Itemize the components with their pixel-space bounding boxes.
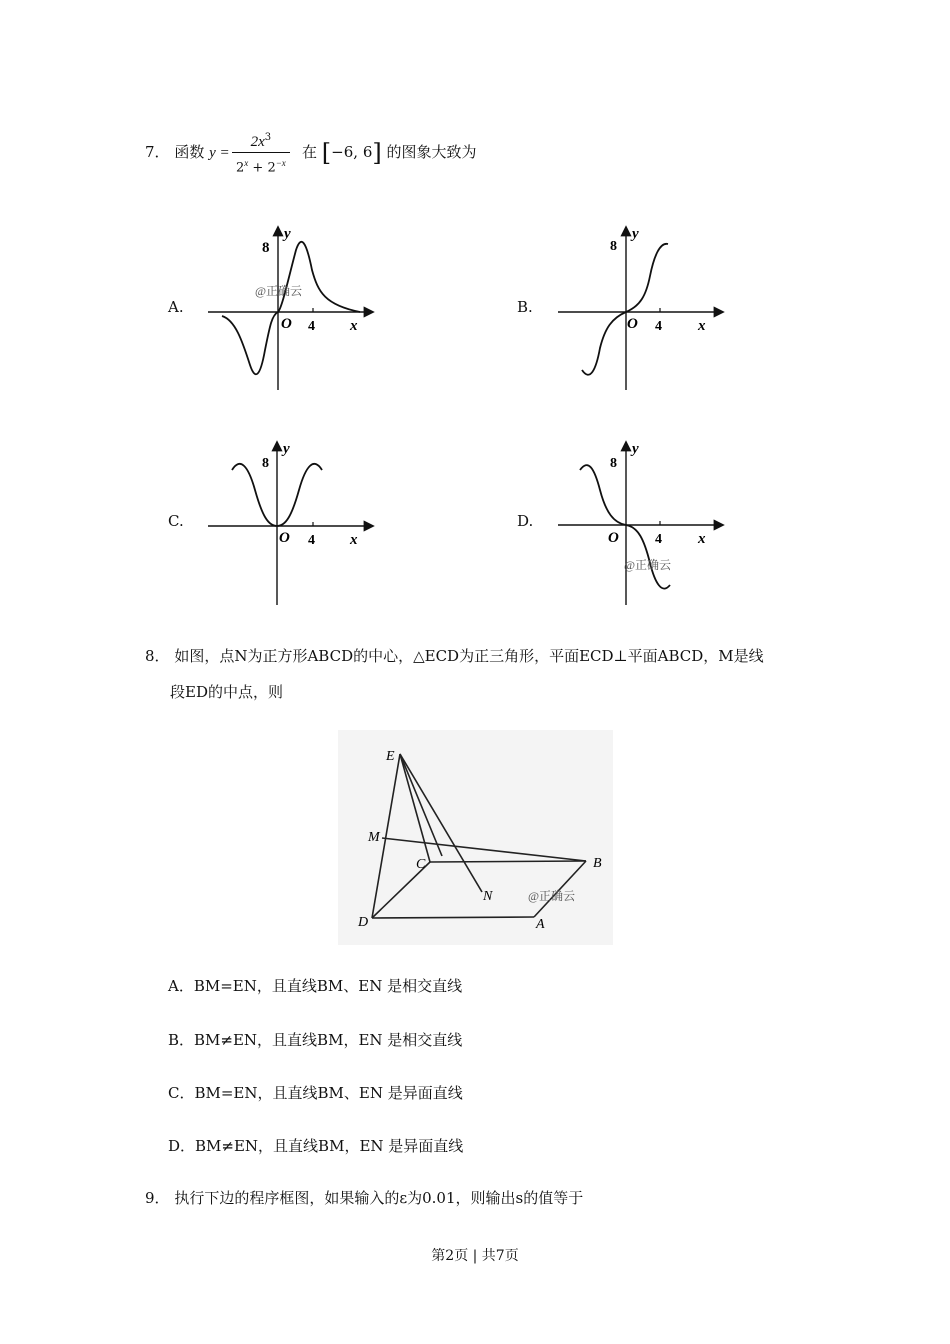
watermark: @正确云 <box>624 558 672 572</box>
question-number: 7． <box>145 143 170 161</box>
graph-d <box>550 435 730 610</box>
watermark: @正确云 <box>255 284 303 298</box>
vertex-e: E <box>386 749 395 764</box>
graph-b <box>550 220 730 395</box>
svg-text:4: 4 <box>655 319 662 334</box>
svg-text:x: x <box>350 532 358 548</box>
interval-right-bracket: ] <box>372 139 382 167</box>
svg-text:4: 4 <box>308 533 315 548</box>
tick-y-8: 8 <box>262 240 270 256</box>
question-number: 8． <box>145 647 170 665</box>
question-text: 执行下边的程序框图，如果输入的ε为0.01，则输出s的值等于 <box>174 1189 584 1207</box>
q8-option-b: B．BM≠EN，且直线BM，EN 是相交直线 <box>168 1031 463 1049</box>
graph-a <box>200 220 380 395</box>
geometry-figure <box>338 730 613 945</box>
q8-option-c: C．BM=EN，且直线BM、EN 是异面直线 <box>168 1084 463 1102</box>
svg-text:O: O <box>608 530 619 546</box>
svg-text:y: y <box>632 441 639 457</box>
svg-text:O: O <box>279 530 290 546</box>
svg-text:O: O <box>627 316 638 332</box>
option-a-label: A. <box>168 298 184 316</box>
question-7-stem <box>145 141 230 164</box>
interval-values: −6, 6 <box>331 143 373 161</box>
svg-text:8: 8 <box>262 456 269 471</box>
formula-y: y = <box>209 145 230 161</box>
axis-y-label: y <box>284 226 291 242</box>
q8-option-d: D．BM≠EN，且直线BM，EN 是异面直线 <box>168 1137 464 1155</box>
svg-text:4: 4 <box>655 532 662 547</box>
vertex-a: A <box>536 917 545 932</box>
svg-text:8: 8 <box>610 239 617 254</box>
svg-text:x: x <box>698 318 706 334</box>
question-number: 9． <box>145 1189 170 1207</box>
tick-x-4: 4 <box>308 319 315 334</box>
origin-label: O <box>281 316 292 332</box>
vertex-m: M <box>368 830 380 845</box>
option-d-label: D. <box>517 512 534 530</box>
vertex-d: D <box>358 915 369 930</box>
svg-text:y: y <box>632 226 639 242</box>
svg-text:8: 8 <box>610 456 617 471</box>
option-b-label: B. <box>517 298 533 316</box>
fraction-formula: $\frac{2x^3}{2^x + 2^{-x}}$ <box>232 128 290 178</box>
page-footer: 第2页 | 共7页 <box>431 1248 519 1264</box>
vertex-c: C <box>416 857 426 872</box>
question-8-stem <box>145 645 764 667</box>
question-9-stem <box>145 1187 583 1209</box>
svg-text:y: y <box>283 441 290 457</box>
question-8-stem-line2: 段ED的中点，则 <box>170 683 283 701</box>
vertex-n: N <box>483 889 493 904</box>
watermark: @正确云 <box>528 889 576 903</box>
curve <box>222 242 360 374</box>
svg-text:x: x <box>698 531 706 547</box>
option-c-label: C. <box>168 512 184 530</box>
axis-x-label: x <box>350 318 358 334</box>
question-text-line1: 如图，点N为正方形ABCD的中心，△ECD为正三角形，平面ECD⊥平面ABCD，M是线 <box>174 647 764 665</box>
graph-c <box>200 435 380 610</box>
interval-left-bracket: [ <box>321 139 332 167</box>
question-7-tail: 在 [−6, 6] 的图象大致为 <box>302 139 477 167</box>
q8-option-a: A．BM=EN，且直线BM、EN 是相交直线 <box>168 977 463 995</box>
question-text: 函数 <box>174 143 205 161</box>
vertex-b: B <box>593 856 602 871</box>
